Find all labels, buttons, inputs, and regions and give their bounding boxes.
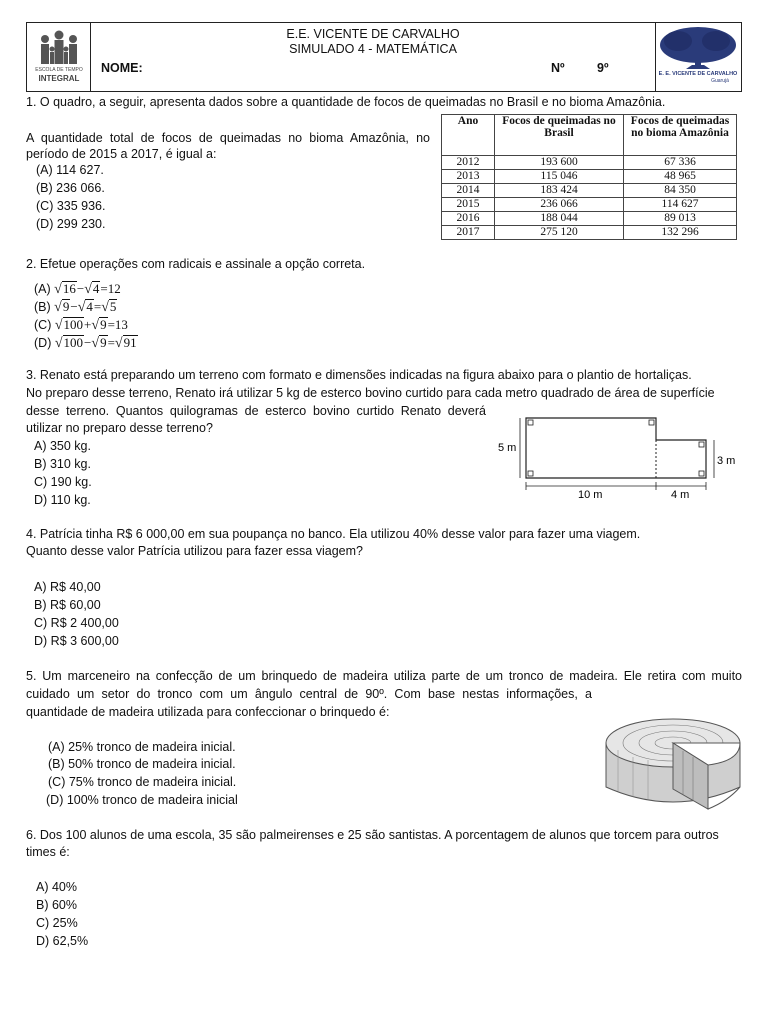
q2-option-letter: (B) <box>34 300 51 314</box>
cell-brazil: 183 424 <box>495 184 624 198</box>
right-logo-sub: Guarujá <box>711 78 729 84</box>
q6-option-c[interactable]: C) 25% <box>36 916 78 930</box>
school-title-block <box>91 27 655 57</box>
q2-option-b[interactable]: (B) √9−√4=√5 <box>34 299 117 315</box>
radical-icon: √ <box>54 300 62 315</box>
cell-year: 2014 <box>442 184 495 198</box>
q1-question-line2: período de 2015 a 2017, é igual a: <box>26 147 217 161</box>
q6-option-b[interactable]: B) 60% <box>36 898 77 912</box>
table-row <box>442 212 737 226</box>
grade-label: 9º <box>597 61 609 75</box>
table-row <box>442 156 737 170</box>
cell-year: 2017 <box>442 226 495 240</box>
q2-option-letter: (D) <box>34 336 52 350</box>
q3-option-a[interactable]: A) 350 kg. <box>34 439 91 453</box>
q6-option-a[interactable]: A) 40% <box>36 880 77 894</box>
radical-icon: √ <box>101 300 109 315</box>
terrain-outline <box>526 418 706 478</box>
radicand: 100 <box>63 335 84 350</box>
right-logo-caption: E. E. VICENTE DE CARVALHO <box>658 71 738 77</box>
table-row <box>442 170 737 184</box>
radical-icon: √ <box>91 318 100 333</box>
q5-line1: 5. Um marceneiro na confecção de um brinquedo de madeira utiliza parte de um tronco de madeira. Ele retira com muito <box>26 669 742 683</box>
q5-option-b[interactable]: (B) 50% tronco de madeira inicial. <box>48 757 236 771</box>
logo-line2: INTEGRAL <box>38 74 80 83</box>
cell-brazil: 193 600 <box>495 156 624 170</box>
radicand: 9 <box>100 335 107 350</box>
radicand: 4 <box>86 299 93 314</box>
q1-question-line1: A quantidade total de focos de queimadas no bioma Amazônia, no <box>26 131 430 145</box>
cell-brazil: 115 046 <box>495 170 624 184</box>
q3-line2: No preparo desse terreno, Renato irá utilizar 5 kg de esterco bovino curtido para cada metro quadrado de área de superfície <box>26 386 715 400</box>
col-header-amazon: Focos de queimadas no bioma Amazônia <box>624 115 737 156</box>
result: 5 <box>109 299 117 314</box>
cell-amazon: 114 627 <box>624 198 737 212</box>
radicand: 16 <box>62 281 76 296</box>
operator: + <box>84 317 92 332</box>
q6-option-d[interactable]: D) 62,5% <box>36 934 89 948</box>
q3-line3: desse terreno. Quantos quilogramas de esterco bovino curtido Renato deverá <box>26 404 486 418</box>
cell-amazon: 132 296 <box>624 226 737 240</box>
q6-line2: times é: <box>26 845 70 859</box>
q1-option-a[interactable]: (A) 114 627. <box>36 163 104 177</box>
q3-option-c[interactable]: C) 190 kg. <box>34 475 92 489</box>
q1-option-b[interactable]: (B) 236 066. <box>36 181 105 195</box>
q2-option-a[interactable]: (A) √16−√4=12 <box>34 281 121 297</box>
q4-line1: 4. Patrícia tinha R$ 6 000,00 em sua poupança no banco. Ela utilizou 40% desse valor para fazer uma viagem. <box>26 527 641 541</box>
operator: − <box>76 281 85 296</box>
table-row <box>442 226 737 240</box>
q4-line2: Quanto desse valor Patrícia utilizou para fazer essa viagem? <box>26 544 363 558</box>
q3-option-b[interactable]: B) 310 kg. <box>34 457 91 471</box>
right-angle-icon <box>699 471 704 476</box>
cell-amazon: 89 013 <box>624 212 737 226</box>
cell-amazon: 84 350 <box>624 184 737 198</box>
q5-option-d[interactable]: (D) 100% tronco de madeira inicial <box>46 793 238 807</box>
tree-trunk-icon <box>598 705 748 815</box>
cell-brazil: 188 044 <box>495 212 624 226</box>
q6-line1: 6. Dos 100 alunos de uma escola, 35 são palmeirenses e 25 são santistas. A porcentagem de alunos que torcem para outros <box>26 828 719 842</box>
radical-icon: √ <box>54 318 63 333</box>
exam-title: SIMULADO 4 - MATEMÁTICA <box>289 42 457 56</box>
q2-option-c[interactable]: (C) √100+√9=13 <box>34 317 128 333</box>
q3-line4: utilizar no preparo desse terreno? <box>26 421 213 435</box>
logo-line1: ESCOLA DE TEMPO <box>35 67 83 73</box>
q4-option-a[interactable]: A) R$ 40,00 <box>34 580 101 594</box>
cell-brazil: 236 066 <box>495 198 624 212</box>
q1-data-table <box>441 114 737 240</box>
cell-brazil: 275 120 <box>495 226 624 240</box>
right-angle-icon <box>528 420 533 425</box>
name-label: NOME: <box>101 61 143 75</box>
cell-year: 2015 <box>442 198 495 212</box>
label-right-height: 3 m <box>717 455 736 467</box>
label-left-width: 10 m <box>578 489 603 501</box>
radical-icon: √ <box>84 282 92 297</box>
q4-option-c[interactable]: C) R$ 2 400,00 <box>34 616 119 630</box>
q5-line2: cuidado um setor do tronco com um ângulo central de 90º. Com base nestas informações, a <box>26 687 592 701</box>
q2-option-d[interactable]: (D) √100−√9=√91 <box>34 335 137 351</box>
school-logo-left <box>27 23 91 91</box>
q1-statement: 1. O quadro, a seguir, apresenta dados sobre a quantidade de focos de queimadas no Brasil e no bioma Amazônia. <box>26 95 666 109</box>
q3-terrain-figure <box>496 410 746 502</box>
result: 12 <box>107 281 121 296</box>
radicand: 4 <box>92 281 100 296</box>
result: 91 <box>123 335 137 350</box>
q4-option-b[interactable]: B) R$ 60,00 <box>34 598 101 612</box>
q1-option-c[interactable]: (C) 335 936. <box>36 199 106 213</box>
q3-option-d[interactable]: D) 110 kg. <box>34 493 91 507</box>
radical-icon: √ <box>91 336 100 351</box>
radicand: 100 <box>63 317 84 332</box>
number-label: Nº <box>551 61 565 75</box>
tree-logo-icon <box>656 23 740 73</box>
q2-statement: 2. Efetue operações com radicais e assinale a opção correta. <box>26 257 366 271</box>
table-row <box>442 184 737 198</box>
right-angle-icon <box>528 471 533 476</box>
radical-icon: √ <box>77 300 86 315</box>
result: 13 <box>114 317 128 332</box>
cell-amazon: 48 965 <box>624 170 737 184</box>
school-logo-right <box>655 23 741 91</box>
cell-year: 2012 <box>442 156 495 170</box>
exam-header <box>26 22 742 92</box>
cell-amazon: 67 336 <box>624 156 737 170</box>
q2-option-letter: (C) <box>34 318 52 332</box>
operator: − <box>70 299 78 314</box>
school-name: E.E. VICENTE DE CARVALHO <box>286 27 460 41</box>
q5-option-c[interactable]: (C) 75% tronco de madeira inicial. <box>48 775 237 789</box>
q5-option-a[interactable]: (A) 25% tronco de madeira inicial. <box>48 740 236 754</box>
right-angle-icon <box>699 442 704 447</box>
label-left-height: 5 m <box>498 442 517 454</box>
q5-line3: quantidade de madeira utilizada para confeccionar o brinquedo é: <box>26 705 390 719</box>
col-header-brazil: Focos de queimadas no Brasil <box>495 115 624 156</box>
radicand: 9 <box>62 299 70 314</box>
q3-line1: 3. Renato está preparando um terreno com formato e dimensões indicadas na figura abaixo para o plantio de hortaliças. <box>26 368 692 382</box>
label-right-width: 4 m <box>671 489 690 501</box>
q4-option-d[interactable]: D) R$ 3 600,00 <box>34 634 119 648</box>
cell-year: 2016 <box>442 212 495 226</box>
table-header-row <box>442 115 737 156</box>
radical-icon: √ <box>54 336 63 351</box>
radical-icon: √ <box>114 336 123 351</box>
q1-option-d[interactable]: (D) 299 230. <box>36 217 106 231</box>
radicand: 9 <box>100 317 107 332</box>
right-angle-icon <box>649 420 654 425</box>
operator: − <box>84 335 92 350</box>
table-row <box>442 198 737 212</box>
col-header-year: Ano <box>442 115 495 156</box>
q2-option-letter: (A) <box>34 282 51 296</box>
radical-icon: √ <box>54 282 62 297</box>
cell-year: 2013 <box>442 170 495 184</box>
